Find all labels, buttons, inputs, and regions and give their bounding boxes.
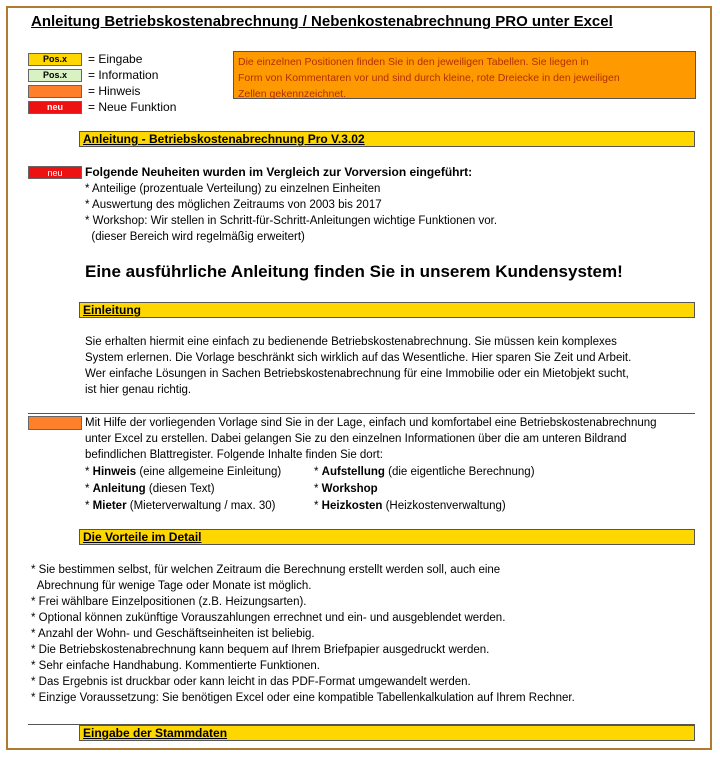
content-item-hinweis: * Hinweis (eine allgemeine Einleitung) [85,466,282,478]
note-line: Form von Kommentaren vor und sind durch kleine, rote Dreiecke in den jeweiligen [238,72,620,84]
content-item-workshop: * Workshop [314,483,378,495]
content-item-anleitung: * Anleitung (diesen Text) [85,483,215,495]
list-item: * Anteilige (prozentuale Verteilung) zu einzelnen Einheiten [85,183,381,195]
paragraph-line: unter Excel zu erstellen. Dabei gelangen Sie zu den einzelnen Informationen über die am unteren Bildrand [85,433,627,445]
content-item-aufstellung: * Aufstellung (die eigentliche Berechnung) [314,466,535,478]
paragraph-line: ist hier genau richtig. [85,384,192,396]
content-item-mieter: * Mieter (Mieterverwaltung / max. 30) [85,500,276,512]
hint-paragraph [85,415,657,463]
section-header-stammdaten: Eingabe der Stammdaten [79,725,695,741]
list-item: * Sehr einfache Handhabung. Kommentierte Funktionen. [31,660,320,672]
paragraph-line: System erlernen. Die Vorlage beschränkt sich wirklich auf das Wesentliche. Hier sparen Sie Zeit und Arbeit. [85,352,632,364]
list-item: Abrechnung für wenige Tage oder Monate ist möglich. [31,580,312,592]
news-list [85,181,497,245]
hint-tag [28,416,82,430]
comment-note-box [233,51,696,99]
paragraph-line: Wer einfache Lösungen in Sachen Betriebskostenabrechnung für eine Immobilie oder ein Mietobjekt sucht, [85,368,629,380]
page-title: Anleitung Betriebskostenabrechnung / Nebenkostenabrechnung PRO unter Excel [31,13,613,30]
list-item: * Optional können zukünftige Vorauszahlungen errechnet und ein- und ausgeblendet werden. [31,612,506,624]
content-item-heizkosten: * Heizkosten (Heizkostenverwaltung) [314,500,506,512]
paragraph-line: Sie erhalten hiermit eine einfach zu bedienende Betriebskostenabrechnung. Sie müssen kein komplexes [85,336,617,348]
note-line: Zellen gekennzeichnet. [238,88,346,100]
legend-swatch-eingabe: Pos.x [28,53,82,66]
list-item: * Sie bestimmen selbst, für welchen Zeitraum die Berechnung erstellt werden soll, auch eine [31,564,501,576]
divider-line [28,413,695,414]
section-header-vorteile: Die Vorteile im Detail [79,529,695,545]
list-item: * Frei wählbare Einzelpositionen (z.B. Heizungsarten). [31,596,307,608]
legend-label-neu: = Neue Funktion [88,100,177,114]
list-item: * Die Betriebskostenabrechnung kann bequem auf Ihrem Briefpapier ausgedruckt werden. [31,644,490,656]
paragraph-line: Mit Hilfe der vorliegenden Vorlage sind Sie in der Lage, einfach und komfortabel eine Betriebskostenabrechnung [85,417,657,429]
new-feature-tag: neu [28,166,82,179]
section-header-anleitung: Anleitung - Betriebskostenabrechnung Pro V.3.02 [79,131,695,147]
list-item: * Auswertung des möglichen Zeitraums von 2003 bis 2017 [85,199,382,211]
list-item: * Das Ergebnis ist druckbar oder kann leicht in das PDF-Format umgewandelt werden. [31,676,471,688]
legend-label-information: = Information [88,68,159,82]
legend-swatch-information: Pos.x [28,69,82,82]
list-item: (dieser Bereich wird regelmäßig erweitert) [85,231,305,243]
section-header-einleitung: Einleitung [79,302,695,318]
legend-swatch-neu: neu [28,101,82,114]
list-item: * Anzahl der Wohn- und Geschäftseinheiten ist beliebig. [31,628,315,640]
intro-paragraph [85,334,631,398]
kundensystem-heading: Eine ausführliche Anleitung finden Sie in unserem Kundensystem! [85,262,623,281]
legend-label-hinweis: = Hinweis [88,84,141,98]
advantages-list [31,562,575,706]
list-item: * Workshop: Wir stellen in Schritt-für-Schritt-Anleitungen wichtige Funktionen vor. [85,215,498,227]
news-heading: Folgende Neuheiten wurden im Vergleich zur Vorversion eingeführt: [85,165,473,179]
note-line: Die einzelnen Positionen finden Sie in den jeweiligen Tabellen. Sie liegen in [238,56,589,68]
legend-label-eingabe: = Eingabe [88,52,143,66]
list-item: * Einzige Voraussetzung: Sie benötigen Excel oder eine kompatible Tabellenkalkulation auf Ihrem Rechner. [31,692,575,704]
legend-swatch-hinweis [28,85,82,98]
paragraph-line: befindlichen Blattregister. Folgende Inhalte finden Sie dort: [85,449,383,461]
